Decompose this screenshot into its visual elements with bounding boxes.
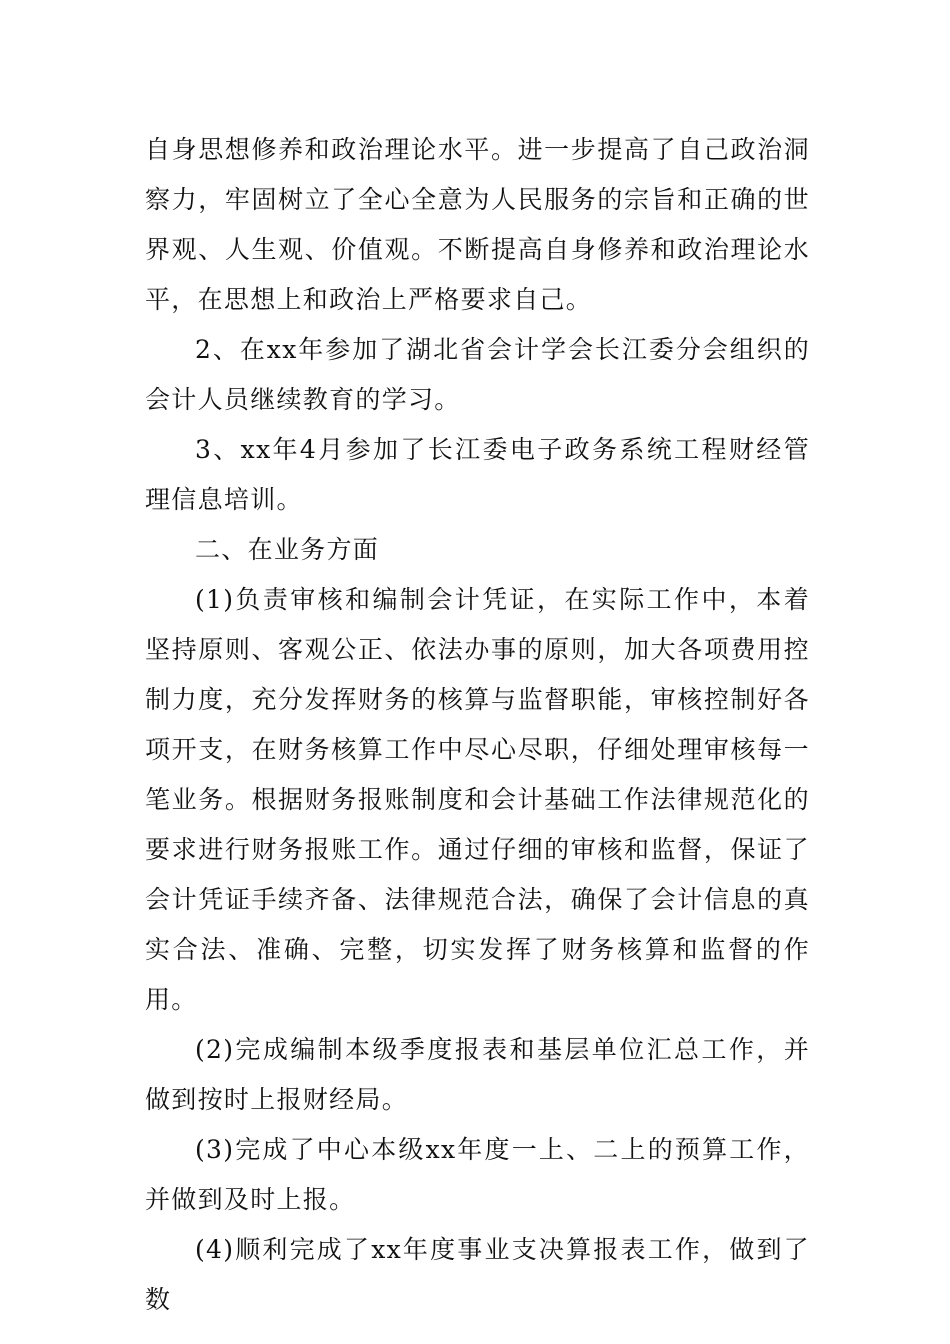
paragraph-business-4-final-accounts: (4)顺利完成了xx年度事业支决算报表工作，做到了数 xyxy=(145,1235,810,1314)
paragraph-business-2-quarterly-reports: (2)完成编制本级季度报表和基层单位汇总工作，并做到按时上报财经局。 xyxy=(145,1035,810,1114)
document-body xyxy=(145,125,810,1325)
paragraph-political-study-continued: 自身思想修养和政治理论水平。进一步提高了自己政治洞察力，牢固树立了全心全意为人民服务的宗旨和正确的世界观、人生观、价值观。不断提高自身修养和政治理论水平，在思想上和政治上严格要求自己。 xyxy=(145,135,810,314)
section-heading-business: 二、在业务方面 xyxy=(195,535,380,564)
paragraph-business-3-budget: (3)完成了中心本级xx年度一上、二上的预算工作，并做到及时上报。 xyxy=(145,1135,810,1214)
paragraph-business-1-vouchers: (1)负责审核和编制会计凭证，在实际工作中，本着坚持原则、客观公正、依法办事的原则，加大各项费用控制力度，充分发挥财务的核算与监督职能，审核控制好各项开支，在财务核算工作中尽心尽职，仔细处理审核每一笔业务。根据财务报账制度和会计基础工作法律规范化的要求进行财务报账工作。通过仔细的审核和监督，保证了会计凭证手续齐备、法律规范合法，确保了会计信息的真实合法、准确、完整，切实发挥了财务核算和监督的作用。 xyxy=(145,585,810,1014)
paragraph-item-3-egov-training: 3、xx年4月参加了长江委电子政务系统工程财经管理信息培训。 xyxy=(145,435,810,514)
paragraph-item-2-accounting-education: 2、在xx年参加了湖北省会计学会长江委分会组织的会计人员继续教育的学习。 xyxy=(145,335,810,414)
